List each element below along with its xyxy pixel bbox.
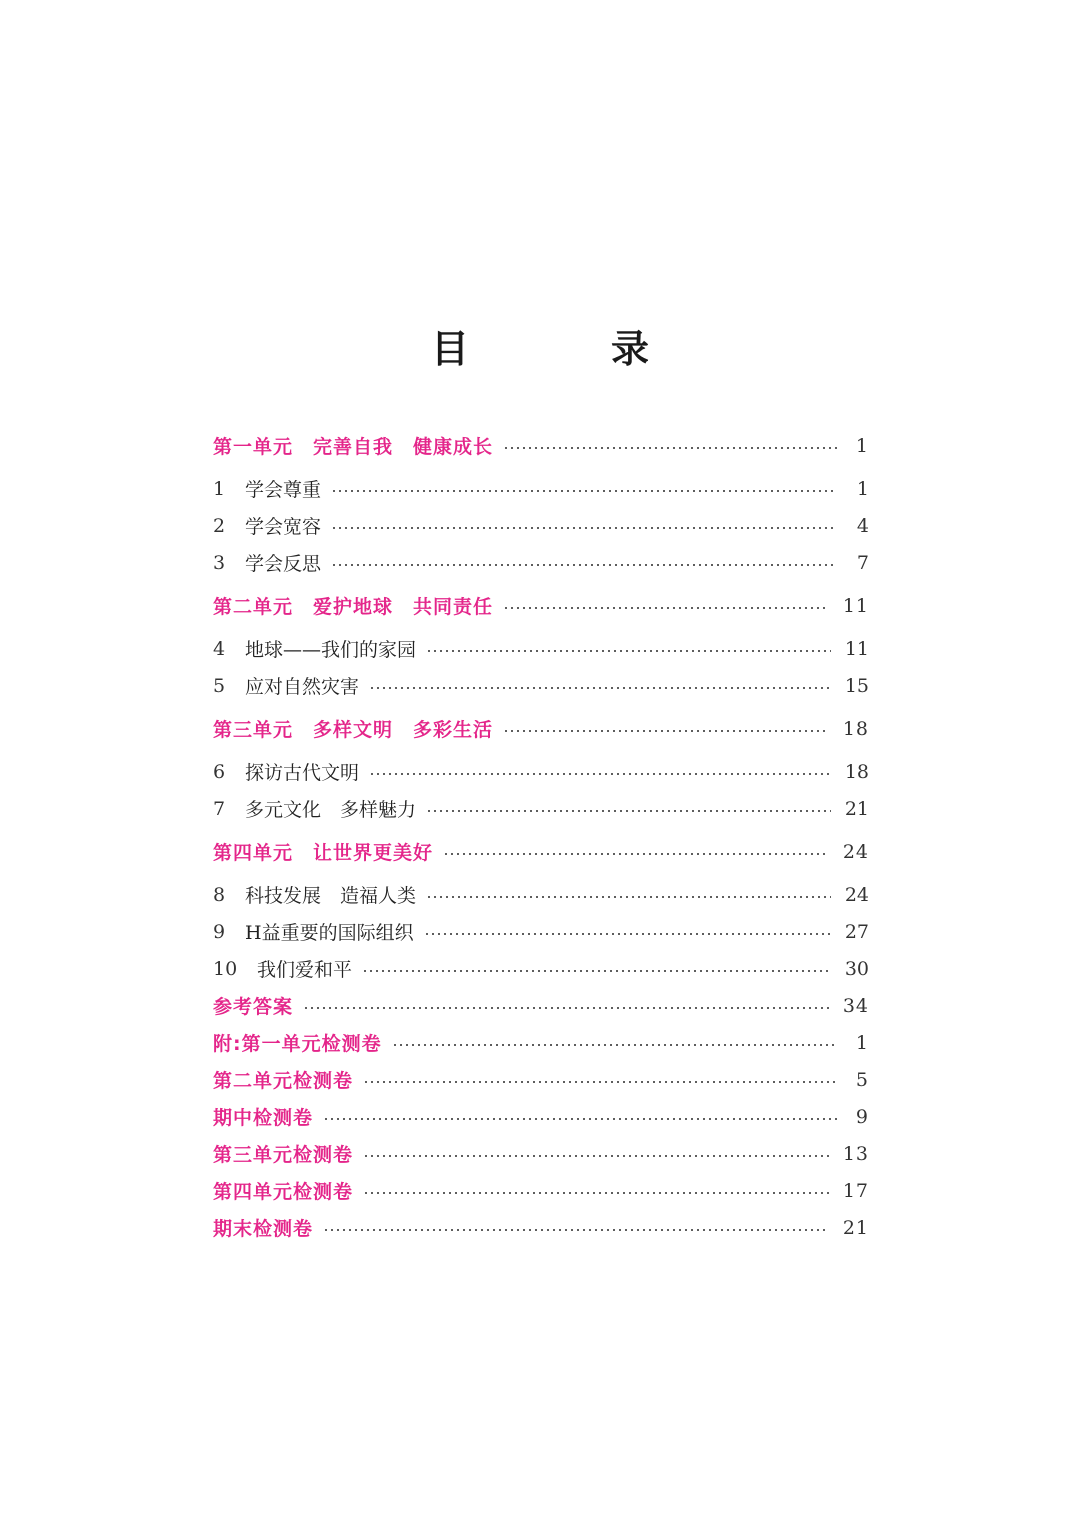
toc-page-number: 30: [844, 957, 869, 980]
toc-page-number: 18: [842, 717, 869, 740]
toc-page-number: 15: [844, 674, 869, 697]
table-of-contents: [213, 427, 869, 1246]
toc-entry-title: 应对自然灾害: [245, 676, 360, 698]
toc-entry-number: 10: [213, 957, 238, 980]
toc-entry-title: 期中检测卷: [213, 1107, 314, 1129]
dot-leader: [503, 730, 829, 732]
toc-page-number: 21: [842, 1216, 869, 1239]
toc-lesson-row[interactable]: [213, 950, 869, 987]
toc-page-number: 17: [842, 1179, 869, 1202]
toc-entry-title: 学会宽容: [245, 516, 322, 538]
toc-page-number: 13: [842, 1142, 869, 1165]
toc-entry-title: 探访古代文明: [245, 762, 360, 784]
toc-page-number: 34: [842, 994, 869, 1017]
toc-entry-number: 8: [213, 883, 226, 906]
toc-entry-title: H益重要的国际组织: [245, 922, 414, 944]
dot-leader: [503, 607, 829, 609]
toc-section-row[interactable]: [213, 1209, 869, 1246]
toc-entry-title: 第二单元检测卷: [213, 1070, 354, 1092]
toc-entry-title: 学会尊重: [245, 479, 322, 501]
dot-leader: [323, 1118, 837, 1120]
toc-page-number: 7: [856, 551, 869, 574]
dot-leader: [363, 1192, 829, 1194]
toc-page-number: 5: [855, 1068, 869, 1091]
dot-leader: [392, 1044, 837, 1046]
toc-page-number: 1: [855, 434, 869, 457]
dot-leader: [424, 933, 831, 935]
toc-page-number: 9: [855, 1105, 869, 1128]
toc-page-number: 21: [844, 797, 869, 820]
toc-section-row[interactable]: [213, 833, 869, 870]
toc-page-number: 4: [856, 514, 869, 537]
dot-leader: [426, 650, 831, 652]
toc-entry-number: 2: [213, 514, 226, 537]
toc-page-number: 1: [855, 1031, 869, 1054]
toc-entry-title: 地球——我们的家园: [245, 639, 417, 661]
toc-entry-title: 第四单元 让世界更美好: [213, 842, 434, 864]
toc-lesson-row[interactable]: [213, 630, 869, 667]
toc-lesson-row[interactable]: [213, 667, 869, 704]
toc-entry-title: 学会反思: [245, 553, 322, 575]
toc-section-row[interactable]: [213, 1024, 869, 1061]
toc-entry-title: 期末检测卷: [213, 1218, 314, 1240]
toc-lesson-row[interactable]: [213, 507, 869, 544]
dot-leader: [331, 564, 837, 566]
toc-lesson-row[interactable]: [213, 470, 869, 507]
toc-entry-number: 3: [213, 551, 226, 574]
dot-leader: [426, 896, 831, 898]
toc-entry-number: 9: [213, 920, 226, 943]
toc-section-row[interactable]: [213, 710, 869, 747]
toc-section-row[interactable]: [213, 1098, 869, 1135]
toc-lesson-row[interactable]: [213, 876, 869, 913]
toc-page-number: 1: [856, 477, 869, 500]
toc-lesson-row[interactable]: [213, 913, 869, 950]
toc-page-number: 24: [844, 883, 869, 906]
toc-entry-number: 6: [213, 760, 226, 783]
toc-entry-title: 我们爱和平: [257, 959, 353, 981]
toc-entry-title: 第三单元检测卷: [213, 1144, 354, 1166]
page-title: 目 录: [430, 327, 701, 371]
toc-page-number: 18: [844, 760, 869, 783]
toc-section-row[interactable]: [213, 427, 869, 464]
toc-entry-title: 附:第一单元检测卷: [213, 1033, 382, 1055]
toc-entry-number: 1: [213, 477, 226, 500]
dot-leader: [362, 970, 831, 972]
toc-lesson-row[interactable]: [213, 753, 869, 790]
dot-leader: [303, 1007, 829, 1009]
toc-page-number: 11: [842, 594, 869, 617]
dot-leader: [331, 490, 837, 492]
toc-entry-title: 参考答案: [213, 996, 294, 1018]
toc-entry-number: 5: [213, 674, 226, 697]
toc-lesson-row[interactable]: [213, 790, 869, 827]
dot-leader: [323, 1229, 829, 1231]
dot-leader: [503, 447, 837, 449]
dot-leader: [369, 773, 831, 775]
toc-entry-title: 第一单元 完善自我 健康成长: [213, 436, 494, 458]
toc-entry-title: 第四单元检测卷: [213, 1181, 354, 1203]
dot-leader: [369, 687, 831, 689]
toc-section-row[interactable]: [213, 987, 869, 1024]
toc-page-number: 24: [842, 840, 869, 863]
dot-leader: [363, 1081, 837, 1083]
toc-entry-title: 多元文化 多样魅力: [245, 799, 417, 821]
dot-leader: [331, 527, 837, 529]
toc-entry-number: 4: [213, 637, 226, 660]
dot-leader: [443, 853, 829, 855]
toc-entry-title: 科技发展 造福人类: [245, 885, 417, 907]
toc-page-number: 27: [844, 920, 869, 943]
dot-leader: [363, 1155, 829, 1157]
toc-section-row[interactable]: [213, 1061, 869, 1098]
toc-section-row[interactable]: [213, 1172, 869, 1209]
toc-section-row[interactable]: [213, 587, 869, 624]
dot-leader: [426, 810, 831, 812]
toc-lesson-row[interactable]: [213, 544, 869, 581]
toc-entry-title: 第二单元 爱护地球 共同责任: [213, 596, 494, 618]
toc-page-number: 11: [844, 637, 869, 660]
toc-entry-title: 第三单元 多样文明 多彩生活: [213, 719, 494, 741]
toc-section-row[interactable]: [213, 1135, 869, 1172]
toc-entry-number: 7: [213, 797, 226, 820]
